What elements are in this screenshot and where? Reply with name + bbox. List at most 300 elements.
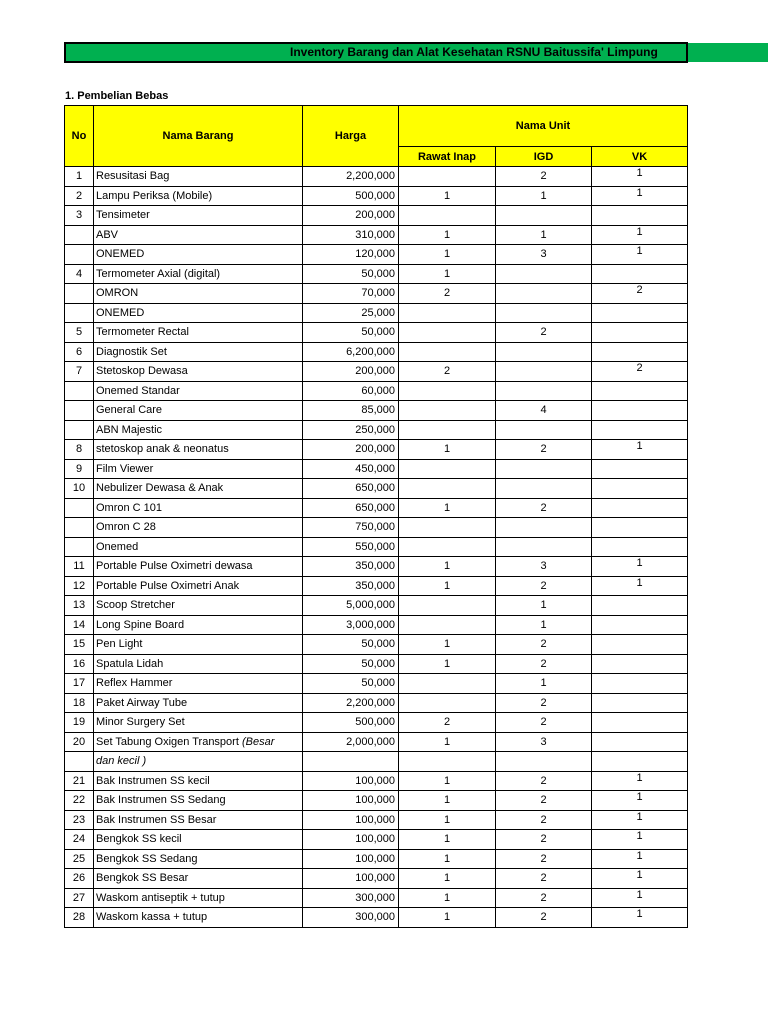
item-name [94,576,303,596]
item-price: 100,000 [303,810,399,830]
qty-vk-value: 1 [636,557,643,570]
item-name [94,830,303,850]
qty-vk-value: 1 [636,576,643,589]
item-name-text: Portable Pulse Oximetri dewasa [96,560,253,573]
qty-rawat-inap: 1 [399,830,496,850]
qty-igd [496,206,592,226]
item-name [94,713,303,733]
item-name-text: ABV [96,228,119,241]
item-price: 200,000 [303,362,399,382]
qty-rawat-inap: 1 [399,849,496,869]
item-price: 50,000 [303,635,399,655]
table-row [65,225,688,245]
qty-igd: 2 [496,440,592,460]
item-price: 650,000 [303,498,399,518]
item-name [94,342,303,362]
table-row [65,615,688,635]
qty-vk-value: 1 [636,849,643,862]
table-row [65,888,688,908]
item-name [94,693,303,713]
item-name [94,440,303,460]
header-vk: VK [592,147,688,167]
item-name-text: General Care [96,404,163,417]
header-harga: Harga [303,106,399,167]
item-name [94,596,303,616]
table-row [65,810,688,830]
qty-rawat-inap [399,381,496,401]
row-number: 23 [65,810,94,830]
row-number: 19 [65,713,94,733]
item-name-text: ONEMED [96,248,145,261]
item-name-text: Lampu Periksa (Mobile) [96,189,213,202]
item-name-text: Waskom kassa + tutup [96,911,208,924]
item-price: 5,000,000 [303,596,399,616]
qty-vk [592,557,688,577]
qty-vk [592,323,688,343]
table-row [65,654,688,674]
qty-vk-value: 1 [636,908,643,921]
item-name [94,615,303,635]
item-price [303,752,399,772]
qty-igd: 2 [496,654,592,674]
item-price: 100,000 [303,830,399,850]
qty-igd: 2 [496,830,592,850]
qty-vk [592,771,688,791]
qty-rawat-inap [399,323,496,343]
item-price: 310,000 [303,225,399,245]
qty-igd: 2 [496,693,592,713]
row-number: 9 [65,459,94,479]
qty-vk [592,420,688,440]
row-number: 28 [65,908,94,928]
table-row [65,186,688,206]
qty-rawat-inap: 1 [399,654,496,674]
row-number [65,284,94,304]
header-igd: IGD [496,147,592,167]
qty-rawat-inap [399,420,496,440]
row-number: 26 [65,869,94,889]
item-price: 500,000 [303,713,399,733]
qty-vk [592,225,688,245]
item-name-text: Bengkok SS kecil [96,833,182,846]
qty-vk [592,635,688,655]
qty-vk [592,869,688,889]
qty-igd: 3 [496,557,592,577]
item-price: 650,000 [303,479,399,499]
qty-vk [592,576,688,596]
qty-igd: 2 [496,908,592,928]
row-number: 10 [65,479,94,499]
item-name-text: Reflex Hammer [96,677,173,690]
qty-rawat-inap: 1 [399,888,496,908]
item-price: 100,000 [303,869,399,889]
row-number [65,498,94,518]
qty-vk-value: 2 [636,362,643,375]
qty-rawat-inap [399,167,496,187]
item-name [94,791,303,811]
item-name-text: Termometer Rectal [96,326,189,339]
qty-vk [592,381,688,401]
qty-rawat-inap [399,342,496,362]
qty-rawat-inap: 1 [399,245,496,265]
qty-igd: 2 [496,849,592,869]
qty-rawat-inap: 1 [399,810,496,830]
qty-rawat-inap: 1 [399,225,496,245]
qty-vk [592,713,688,733]
row-number: 17 [65,674,94,694]
qty-vk [592,615,688,635]
item-price: 2,200,000 [303,693,399,713]
item-name-text: Waskom antiseptik + tutup [96,891,225,904]
qty-igd [496,284,592,304]
table-row [65,752,688,772]
qty-rawat-inap: 2 [399,284,496,304]
row-number: 15 [65,635,94,655]
qty-igd: 2 [496,771,592,791]
title-bar [64,42,688,63]
qty-vk-value: 1 [636,869,643,882]
row-number: 2 [65,186,94,206]
qty-vk [592,908,688,928]
qty-vk [592,849,688,869]
item-name [94,362,303,382]
item-price: 70,000 [303,284,399,304]
row-number [65,225,94,245]
qty-rawat-inap [399,537,496,557]
qty-vk [592,518,688,538]
item-price: 500,000 [303,186,399,206]
row-number: 18 [65,693,94,713]
qty-rawat-inap [399,206,496,226]
item-name-text: Resusitasi Bag [96,170,170,183]
table-row [65,420,688,440]
item-name-text: Onemed [96,540,139,553]
row-number: 27 [65,888,94,908]
qty-vk [592,186,688,206]
qty-igd: 2 [496,635,592,655]
row-number [65,420,94,440]
qty-vk [592,284,688,304]
qty-vk [592,459,688,479]
qty-igd: 2 [496,498,592,518]
item-name-text: Bak Instrumen SS Besar [96,813,217,826]
item-name [94,537,303,557]
qty-igd: 1 [496,615,592,635]
item-name [94,264,303,284]
item-name [94,245,303,265]
item-price: 300,000 [303,888,399,908]
item-name-text: Portable Pulse Oximetri Anak [96,579,240,592]
item-name-text: Scoop Stretcher [96,599,175,612]
item-name-text: Omron C 28 [96,521,156,534]
qty-vk [592,674,688,694]
item-name-text: ONEMED [96,306,145,319]
qty-vk-value: 1 [636,791,643,804]
item-price: 120,000 [303,245,399,265]
qty-vk [592,167,688,187]
row-number: 14 [65,615,94,635]
item-name [94,674,303,694]
item-name [94,557,303,577]
table-row [65,362,688,382]
table-row [65,518,688,538]
qty-igd [496,264,592,284]
item-name-text: stetoskop anak & neonatus [96,443,229,456]
table-row [65,303,688,323]
qty-igd [496,752,592,772]
qty-vk [592,791,688,811]
qty-vk [592,206,688,226]
item-name-text: Stetoskop Dewasa [96,365,188,378]
item-price: 100,000 [303,849,399,869]
item-name-text: Pen Light [96,638,143,651]
qty-rawat-inap: 1 [399,576,496,596]
item-name [94,732,303,752]
qty-rawat-inap [399,596,496,616]
table-row [65,245,688,265]
item-price: 2,200,000 [303,167,399,187]
row-number [65,518,94,538]
qty-rawat-inap [399,693,496,713]
qty-igd: 3 [496,245,592,265]
qty-rawat-inap: 1 [399,264,496,284]
table-row [65,576,688,596]
item-name [94,869,303,889]
qty-rawat-inap [399,303,496,323]
row-number: 20 [65,732,94,752]
item-name-text: Bak Instrumen SS Sedang [96,794,226,807]
row-number: 6 [65,342,94,362]
table-body [65,167,688,928]
qty-igd: 2 [496,713,592,733]
qty-igd: 2 [496,888,592,908]
table-row [65,323,688,343]
item-name-text: Minor Surgery Set [96,716,185,729]
item-price: 100,000 [303,791,399,811]
qty-igd [496,342,592,362]
item-price: 100,000 [303,771,399,791]
item-name-text: Film Viewer [96,462,154,475]
qty-igd: 2 [496,791,592,811]
qty-vk [592,732,688,752]
item-name-text: Termometer Axial (digital) [96,267,221,280]
item-name [94,303,303,323]
row-number: 5 [65,323,94,343]
qty-rawat-inap: 1 [399,498,496,518]
table-row [65,459,688,479]
item-name [94,498,303,518]
qty-rawat-inap: 1 [399,557,496,577]
qty-vk [592,752,688,772]
qty-rawat-inap: 1 [399,732,496,752]
item-name [94,186,303,206]
row-number: 16 [65,654,94,674]
qty-vk-value: 1 [636,225,643,238]
table-row [65,830,688,850]
inventory-table [64,105,688,928]
item-name-text: Bengkok SS Besar [96,872,189,885]
qty-rawat-inap: 1 [399,791,496,811]
item-price: 250,000 [303,420,399,440]
qty-rawat-inap: 1 [399,771,496,791]
qty-vk-value: 1 [636,440,643,453]
item-price: 50,000 [303,654,399,674]
item-name-text: ABN Majestic [96,423,163,436]
table-row [65,206,688,226]
qty-rawat-inap: 2 [399,713,496,733]
qty-vk [592,342,688,362]
qty-rawat-inap: 1 [399,635,496,655]
qty-igd: 1 [496,225,592,245]
qty-vk [592,810,688,830]
item-price: 3,000,000 [303,615,399,635]
qty-vk-value: 1 [636,830,643,843]
item-price: 50,000 [303,323,399,343]
row-number [65,537,94,557]
item-price: 200,000 [303,440,399,460]
row-number: 22 [65,791,94,811]
item-name-text: Set Tabung Oxigen Transport [96,735,239,748]
row-number: 7 [65,362,94,382]
qty-rawat-inap: 2 [399,362,496,382]
qty-vk-value: 1 [636,245,643,258]
table-row [65,771,688,791]
item-name [94,459,303,479]
table-row [65,674,688,694]
item-name [94,420,303,440]
item-price: 6,200,000 [303,342,399,362]
item-name-text: Paket Airway Tube [96,696,188,709]
qty-vk-value: 1 [636,810,643,823]
row-number: 12 [65,576,94,596]
qty-rawat-inap [399,401,496,421]
row-number: 4 [65,264,94,284]
table-row [65,342,688,362]
row-number: 1 [65,167,94,187]
qty-vk [592,654,688,674]
table-row [65,732,688,752]
qty-rawat-inap [399,479,496,499]
qty-igd [496,479,592,499]
table-row [65,596,688,616]
table-row [65,791,688,811]
qty-vk [592,362,688,382]
item-name-note: (Besar [241,735,275,748]
item-name [94,810,303,830]
item-name-text: Long Spine Board [96,618,185,631]
table-row [65,693,688,713]
item-name [94,635,303,655]
row-number: 25 [65,849,94,869]
qty-vk [592,401,688,421]
qty-vk-value: 1 [636,771,643,784]
qty-igd: 2 [496,810,592,830]
qty-igd: 1 [496,596,592,616]
qty-igd: 2 [496,167,592,187]
header-no: No [65,106,94,167]
section-heading: 1. Pembelian Bebas [65,90,169,102]
item-price: 550,000 [303,537,399,557]
qty-vk [592,888,688,908]
item-name-text: Diagnostik Set [96,345,167,358]
qty-vk [592,245,688,265]
qty-igd [496,362,592,382]
header-rawat-inap: Rawat Inap [399,147,496,167]
qty-vk-value: 2 [636,284,643,297]
item-name [94,167,303,187]
qty-vk [592,596,688,616]
qty-rawat-inap: 1 [399,440,496,460]
qty-vk [592,693,688,713]
item-name [94,908,303,928]
qty-vk-value: 1 [636,167,643,180]
qty-rawat-inap [399,518,496,538]
row-number [65,303,94,323]
item-name-text: Spatula Lidah [96,657,164,670]
item-price: 450,000 [303,459,399,479]
item-name [94,849,303,869]
qty-igd: 2 [496,576,592,596]
item-price: 350,000 [303,576,399,596]
item-name-text: OMRON [96,287,139,300]
qty-vk-value: 1 [636,888,643,901]
qty-igd: 4 [496,401,592,421]
item-price: 60,000 [303,381,399,401]
item-name [94,479,303,499]
qty-vk-value: 1 [636,186,643,199]
table-row [65,284,688,304]
table-row [65,479,688,499]
table-row [65,264,688,284]
qty-igd: 1 [496,674,592,694]
qty-igd: 2 [496,869,592,889]
qty-rawat-inap [399,674,496,694]
qty-vk [592,264,688,284]
qty-igd [496,537,592,557]
qty-igd [496,518,592,538]
table-row [65,498,688,518]
item-price: 50,000 [303,674,399,694]
qty-igd: 1 [496,186,592,206]
table-row [65,440,688,460]
row-number: 8 [65,440,94,460]
item-price: 25,000 [303,303,399,323]
item-price: 350,000 [303,557,399,577]
item-name-text: Omron C 101 [96,501,163,514]
qty-rawat-inap: 1 [399,869,496,889]
row-number: 11 [65,557,94,577]
item-name [94,654,303,674]
row-number [65,381,94,401]
item-name [94,225,303,245]
qty-rawat-inap: 1 [399,908,496,928]
table-row [65,635,688,655]
qty-rawat-inap: 1 [399,186,496,206]
qty-rawat-inap [399,459,496,479]
item-name [94,401,303,421]
item-name [94,888,303,908]
item-name-text: Onemed Standar [96,384,180,397]
item-name-text: Nebulizer Dewasa & Anak [96,482,224,495]
row-number: 24 [65,830,94,850]
item-name-note: dan kecil ) [96,755,147,768]
item-name [94,752,303,772]
item-name [94,518,303,538]
header-nama-unit: Nama Unit [399,106,688,147]
item-name [94,323,303,343]
table-row [65,849,688,869]
table-row [65,713,688,733]
